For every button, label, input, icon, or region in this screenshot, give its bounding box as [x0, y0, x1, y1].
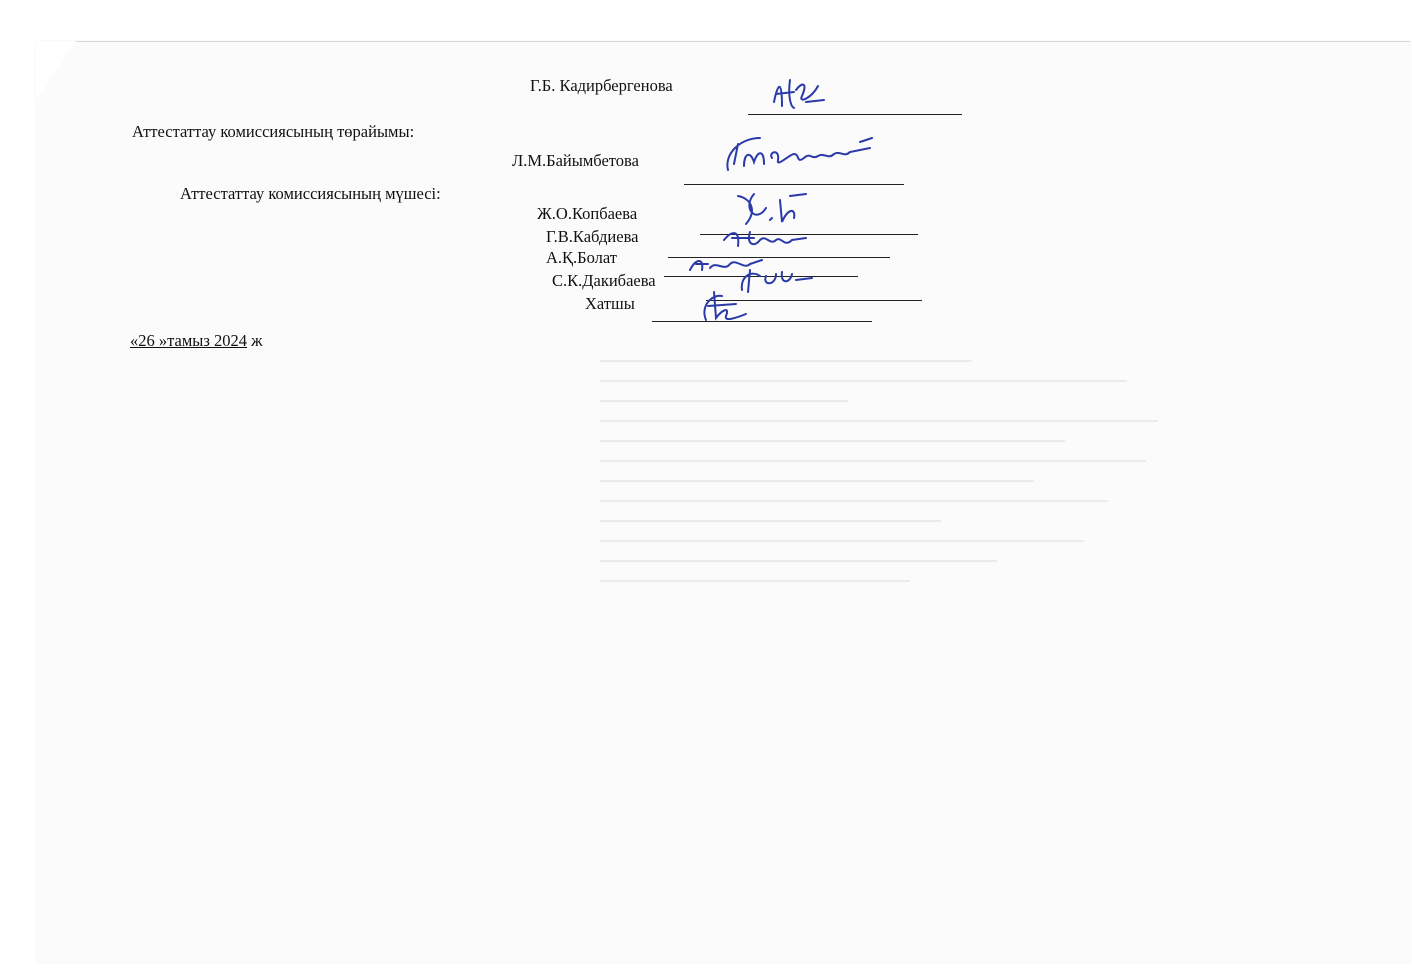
secretary-signature-line — [652, 321, 872, 322]
member-signature-2 — [720, 226, 810, 256]
chair-signature — [720, 124, 880, 184]
member-name-2: Г.В.Кабдиева — [546, 227, 639, 246]
member-name-3: А.Қ.Болат — [546, 248, 618, 267]
date-day-month: «26 »тамыз 2024 — [130, 331, 248, 350]
secretary-label: Хатшы — [585, 294, 635, 313]
chair-name: Л.М.Байымбетова — [512, 151, 639, 170]
chair-signature-line — [684, 184, 904, 185]
date-line — [130, 333, 263, 350]
header-name: Г.Б. Кадирбергенова — [530, 76, 673, 95]
chair-label: Аттестаттау комиссиясының төрайымы: — [132, 122, 415, 141]
member-name-1: Ж.О.Копбаева — [537, 204, 638, 223]
secretary-signature — [696, 286, 756, 324]
date-suffix: ж — [247, 331, 263, 350]
bleed-through-text — [600, 360, 1220, 800]
member-name-4: С.К.Дакибаева — [552, 271, 656, 290]
header-signature — [768, 72, 828, 116]
members-label: Аттестаттау комиссиясының мүшесі: — [180, 184, 441, 203]
